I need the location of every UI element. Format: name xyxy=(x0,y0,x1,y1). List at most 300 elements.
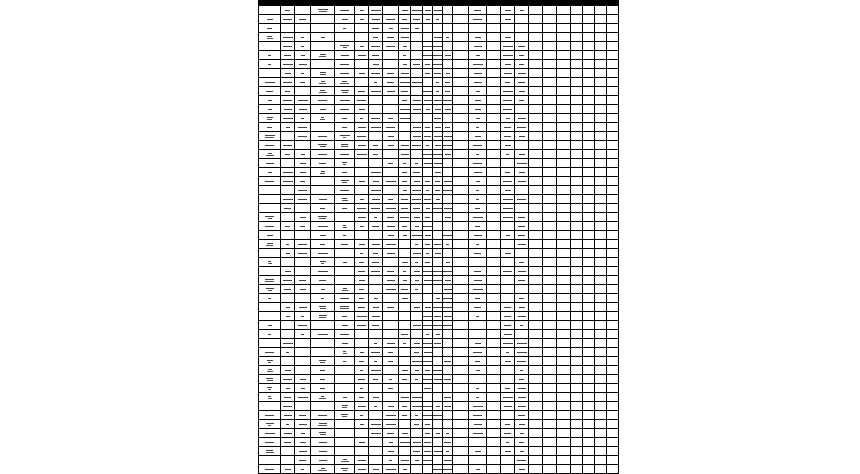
table-cell xyxy=(281,177,295,186)
table-cell xyxy=(443,150,453,159)
illegible-text xyxy=(425,64,430,65)
table-cell xyxy=(399,393,411,402)
illegible-text xyxy=(402,433,408,434)
illegible-text xyxy=(426,190,429,191)
table-cell xyxy=(295,447,311,456)
illegible-text xyxy=(425,127,430,128)
table-cell xyxy=(469,366,487,375)
table-cell xyxy=(607,186,619,195)
table-cell xyxy=(453,330,469,339)
table-cell xyxy=(335,348,355,357)
illegible-text xyxy=(299,19,306,20)
table-cell xyxy=(515,393,529,402)
table-cell xyxy=(469,249,487,258)
table-cell xyxy=(543,465,557,474)
illegible-text xyxy=(321,468,325,469)
table-cell xyxy=(369,69,383,78)
table-cell xyxy=(443,447,453,456)
illegible-text xyxy=(425,235,431,236)
table-cell xyxy=(515,258,529,267)
table-cell xyxy=(583,330,595,339)
table-cell xyxy=(453,321,469,330)
illegible-text xyxy=(298,136,307,137)
table-cell xyxy=(433,357,443,366)
illegible-text xyxy=(389,460,392,461)
illegible-text xyxy=(343,397,347,398)
illegible-text xyxy=(283,145,292,146)
table-cell xyxy=(543,24,557,33)
table-cell xyxy=(411,222,423,231)
table-cell xyxy=(469,420,487,429)
table-cell xyxy=(399,285,411,294)
table-cell xyxy=(607,222,619,231)
illegible-text xyxy=(268,396,271,397)
illegible-text xyxy=(374,406,377,407)
table-cell xyxy=(259,357,281,366)
table-cell xyxy=(557,285,571,294)
table-cell xyxy=(295,357,311,366)
table-cell xyxy=(423,42,433,51)
illegible-text xyxy=(504,73,512,74)
table-cell xyxy=(335,339,355,348)
table-cell xyxy=(399,465,411,474)
table-cell xyxy=(355,168,369,177)
table-cell xyxy=(571,465,583,474)
table-cell xyxy=(281,150,295,159)
table-cell xyxy=(369,366,383,375)
table-cell xyxy=(259,42,281,51)
table-cell xyxy=(355,312,369,321)
illegible-text xyxy=(402,379,407,380)
illegible-text xyxy=(443,325,452,326)
table-cell xyxy=(383,51,399,60)
illegible-text xyxy=(387,226,395,227)
table-cell xyxy=(583,222,595,231)
table-cell xyxy=(607,42,619,51)
table-cell xyxy=(335,6,355,15)
illegible-text xyxy=(298,397,308,398)
table-cell xyxy=(399,96,411,105)
table-cell xyxy=(383,33,399,42)
table-row xyxy=(259,33,619,42)
illegible-text xyxy=(373,307,379,308)
illegible-text xyxy=(318,334,328,335)
table-cell xyxy=(583,420,595,429)
illegible-text xyxy=(475,343,481,344)
table-cell xyxy=(399,384,411,393)
table-cell xyxy=(529,123,543,132)
illegible-text xyxy=(358,379,365,380)
table-cell xyxy=(369,339,383,348)
table-cell xyxy=(487,348,501,357)
illegible-text xyxy=(505,172,510,173)
table-cell xyxy=(355,438,369,447)
table-cell xyxy=(501,267,515,276)
illegible-text xyxy=(374,361,377,362)
illegible-text xyxy=(318,470,327,471)
table-cell xyxy=(433,420,443,429)
illegible-text xyxy=(506,442,509,443)
table-cell xyxy=(529,339,543,348)
table-cell xyxy=(595,276,607,285)
table-cell xyxy=(607,195,619,204)
table-cell xyxy=(399,159,411,168)
illegible-text xyxy=(387,253,395,254)
illegible-text xyxy=(371,208,380,209)
table-cell xyxy=(311,186,335,195)
table-cell xyxy=(557,204,571,213)
table-cell xyxy=(383,249,399,258)
table-cell xyxy=(529,447,543,456)
illegible-text xyxy=(300,226,305,227)
illegible-text xyxy=(342,208,347,209)
table-cell xyxy=(383,114,399,123)
illegible-text xyxy=(341,461,349,462)
table-cell xyxy=(501,24,515,33)
table-cell xyxy=(369,267,383,276)
table-cell xyxy=(383,447,399,456)
table-cell xyxy=(433,123,443,132)
table-cell xyxy=(557,123,571,132)
table-cell xyxy=(399,60,411,69)
illegible-text xyxy=(474,172,482,173)
table-cell xyxy=(607,87,619,96)
illegible-text xyxy=(433,469,443,470)
illegible-text xyxy=(473,433,483,434)
table-cell xyxy=(355,384,369,393)
table-cell xyxy=(399,438,411,447)
table-cell xyxy=(411,6,423,15)
table-cell xyxy=(515,114,529,123)
table-cell xyxy=(453,276,469,285)
table-cell xyxy=(443,384,453,393)
illegible-text xyxy=(503,46,513,47)
table-cell xyxy=(383,204,399,213)
illegible-text xyxy=(423,271,433,272)
table-cell xyxy=(423,285,433,294)
table-cell xyxy=(583,105,595,114)
table-cell xyxy=(383,168,399,177)
table-cell xyxy=(595,231,607,240)
illegible-text xyxy=(283,199,293,200)
table-cell xyxy=(501,348,515,357)
table-cell xyxy=(399,420,411,429)
illegible-text xyxy=(283,280,292,281)
table-cell xyxy=(557,168,571,177)
table-cell xyxy=(295,429,311,438)
table-cell xyxy=(595,204,607,213)
illegible-text xyxy=(298,100,308,101)
table-cell xyxy=(443,339,453,348)
table-cell xyxy=(557,195,571,204)
illegible-text xyxy=(268,218,272,219)
table-cell xyxy=(469,15,487,24)
table-cell xyxy=(259,114,281,123)
table-cell xyxy=(423,312,433,321)
table-cell xyxy=(595,60,607,69)
table-cell xyxy=(469,384,487,393)
table-cell xyxy=(453,87,469,96)
table-cell xyxy=(423,177,433,186)
table-cell xyxy=(281,258,295,267)
table-cell xyxy=(529,87,543,96)
illegible-text xyxy=(360,370,363,371)
illegible-text xyxy=(371,46,380,47)
table-cell xyxy=(311,51,335,60)
illegible-text xyxy=(374,343,377,344)
table-cell xyxy=(571,357,583,366)
table-cell xyxy=(355,231,369,240)
illegible-text xyxy=(341,180,349,181)
table-row xyxy=(259,195,619,204)
illegible-text xyxy=(360,388,363,389)
table-cell xyxy=(433,105,443,114)
illegible-text xyxy=(403,64,407,65)
illegible-text xyxy=(518,397,526,398)
table-cell xyxy=(423,195,433,204)
table-cell xyxy=(311,132,335,141)
table-cell xyxy=(571,438,583,447)
table-cell xyxy=(411,15,423,24)
table-cell xyxy=(411,87,423,96)
table-cell xyxy=(583,456,595,465)
table-cell xyxy=(543,357,557,366)
table-cell xyxy=(433,150,443,159)
table-cell xyxy=(543,438,557,447)
table-cell xyxy=(515,375,529,384)
table-cell xyxy=(529,6,543,15)
table-cell xyxy=(259,168,281,177)
illegible-text xyxy=(425,424,430,425)
illegible-text xyxy=(341,144,348,145)
table-cell xyxy=(369,231,383,240)
illegible-text xyxy=(413,127,421,128)
table-cell xyxy=(583,186,595,195)
illegible-text xyxy=(386,244,396,245)
table-cell xyxy=(453,465,469,474)
illegible-text xyxy=(413,208,420,209)
table-cell xyxy=(595,447,607,456)
table-cell xyxy=(295,240,311,249)
table-cell xyxy=(383,402,399,411)
table-cell xyxy=(543,123,557,132)
table-cell xyxy=(399,339,411,348)
table-cell xyxy=(259,60,281,69)
table-cell xyxy=(383,60,399,69)
table-cell xyxy=(595,303,607,312)
table-row xyxy=(259,60,619,69)
illegible-text xyxy=(423,46,432,47)
illegible-text xyxy=(517,361,526,362)
table-cell xyxy=(433,141,443,150)
table-cell xyxy=(453,222,469,231)
table-cell xyxy=(423,141,433,150)
table-cell xyxy=(443,159,453,168)
table-cell xyxy=(369,42,383,51)
table-cell xyxy=(281,15,295,24)
table-cell xyxy=(281,321,295,330)
table-cell xyxy=(557,105,571,114)
illegible-text xyxy=(268,362,271,363)
table-cell xyxy=(595,222,607,231)
table-cell xyxy=(571,132,583,141)
table-cell xyxy=(259,330,281,339)
illegible-text xyxy=(265,181,274,182)
table-cell xyxy=(295,132,311,141)
illegible-text xyxy=(299,307,307,308)
table-cell xyxy=(529,456,543,465)
table-cell xyxy=(311,87,335,96)
illegible-text xyxy=(434,37,442,38)
table-cell xyxy=(281,33,295,42)
illegible-text xyxy=(415,460,419,461)
table-cell xyxy=(595,402,607,411)
illegible-text xyxy=(341,146,348,147)
table-cell xyxy=(355,249,369,258)
table-cell xyxy=(583,276,595,285)
table-cell xyxy=(383,195,399,204)
illegible-text xyxy=(476,91,480,92)
table-cell xyxy=(411,303,423,312)
table-cell xyxy=(383,123,399,132)
illegible-text xyxy=(387,91,395,92)
table-cell xyxy=(335,177,355,186)
illegible-text xyxy=(401,460,409,461)
table-cell xyxy=(529,411,543,420)
illegible-text xyxy=(286,307,290,308)
table-cell xyxy=(259,105,281,114)
table-cell xyxy=(487,240,501,249)
illegible-text xyxy=(342,127,347,128)
table-cell xyxy=(423,60,433,69)
table-cell xyxy=(383,438,399,447)
table-cell xyxy=(595,438,607,447)
table-cell xyxy=(399,411,411,420)
table-cell xyxy=(383,78,399,87)
table-cell xyxy=(515,249,529,258)
table-cell xyxy=(423,393,433,402)
table-cell xyxy=(515,411,529,420)
illegible-text xyxy=(320,173,325,174)
table-cell xyxy=(433,60,443,69)
table-cell xyxy=(595,132,607,141)
table-cell xyxy=(501,78,515,87)
illegible-text xyxy=(357,325,366,326)
table-cell xyxy=(369,6,383,15)
table-cell xyxy=(571,78,583,87)
table-cell xyxy=(583,429,595,438)
illegible-text xyxy=(321,81,325,82)
table-cell xyxy=(607,249,619,258)
illegible-text xyxy=(387,307,394,308)
table-cell xyxy=(571,303,583,312)
table-cell xyxy=(529,60,543,69)
table-cell xyxy=(607,339,619,348)
table-cell xyxy=(469,168,487,177)
illegible-text xyxy=(358,469,366,470)
table-cell xyxy=(411,294,423,303)
illegible-text xyxy=(476,154,479,155)
table-cell xyxy=(557,69,571,78)
illegible-text xyxy=(300,172,306,173)
table-cell xyxy=(515,384,529,393)
table-cell xyxy=(487,96,501,105)
illegible-text xyxy=(520,451,524,452)
table-cell xyxy=(423,87,433,96)
table-cell xyxy=(469,393,487,402)
table-cell xyxy=(469,285,487,294)
illegible-text xyxy=(283,37,293,38)
table-cell xyxy=(369,186,383,195)
table-cell xyxy=(355,321,369,330)
table-cell xyxy=(281,366,295,375)
illegible-text xyxy=(474,424,482,425)
table-cell xyxy=(399,456,411,465)
illegible-text xyxy=(403,271,406,272)
table-cell xyxy=(383,6,399,15)
illegible-text xyxy=(342,343,348,344)
table-row xyxy=(259,78,619,87)
table-cell xyxy=(487,42,501,51)
table-cell xyxy=(583,60,595,69)
illegible-text xyxy=(388,199,393,200)
table-cell xyxy=(487,249,501,258)
table-cell xyxy=(595,312,607,321)
table-cell xyxy=(411,411,423,420)
table-cell xyxy=(311,312,335,321)
table-cell xyxy=(501,231,515,240)
table-cell xyxy=(501,258,515,267)
table-cell xyxy=(295,402,311,411)
illegible-text xyxy=(446,73,450,74)
table-cell xyxy=(281,186,295,195)
table-cell xyxy=(529,168,543,177)
table-cell xyxy=(453,294,469,303)
illegible-text xyxy=(426,19,430,20)
illegible-text xyxy=(300,379,306,380)
table-cell xyxy=(335,60,355,69)
table-cell xyxy=(433,24,443,33)
illegible-text xyxy=(518,235,525,236)
table-cell xyxy=(469,258,487,267)
table-cell xyxy=(423,168,433,177)
table-cell xyxy=(583,447,595,456)
table-cell xyxy=(311,33,335,42)
table-cell xyxy=(295,204,311,213)
illegible-text xyxy=(267,235,273,236)
table-cell xyxy=(281,375,295,384)
table-cell xyxy=(529,15,543,24)
table-cell xyxy=(557,132,571,141)
illegible-text xyxy=(423,325,432,326)
table-cell xyxy=(411,366,423,375)
illegible-text xyxy=(519,136,525,137)
table-cell xyxy=(595,168,607,177)
illegible-text xyxy=(321,396,324,397)
table-cell xyxy=(295,60,311,69)
table-cell xyxy=(259,96,281,105)
table-cell xyxy=(583,15,595,24)
table-cell xyxy=(369,312,383,321)
table-cell xyxy=(259,231,281,240)
illegible-text xyxy=(342,407,347,408)
table-cell xyxy=(607,357,619,366)
table-cell xyxy=(311,141,335,150)
table-cell xyxy=(515,312,529,321)
table-cell xyxy=(423,150,433,159)
illegible-text xyxy=(284,289,291,290)
table-cell xyxy=(571,339,583,348)
